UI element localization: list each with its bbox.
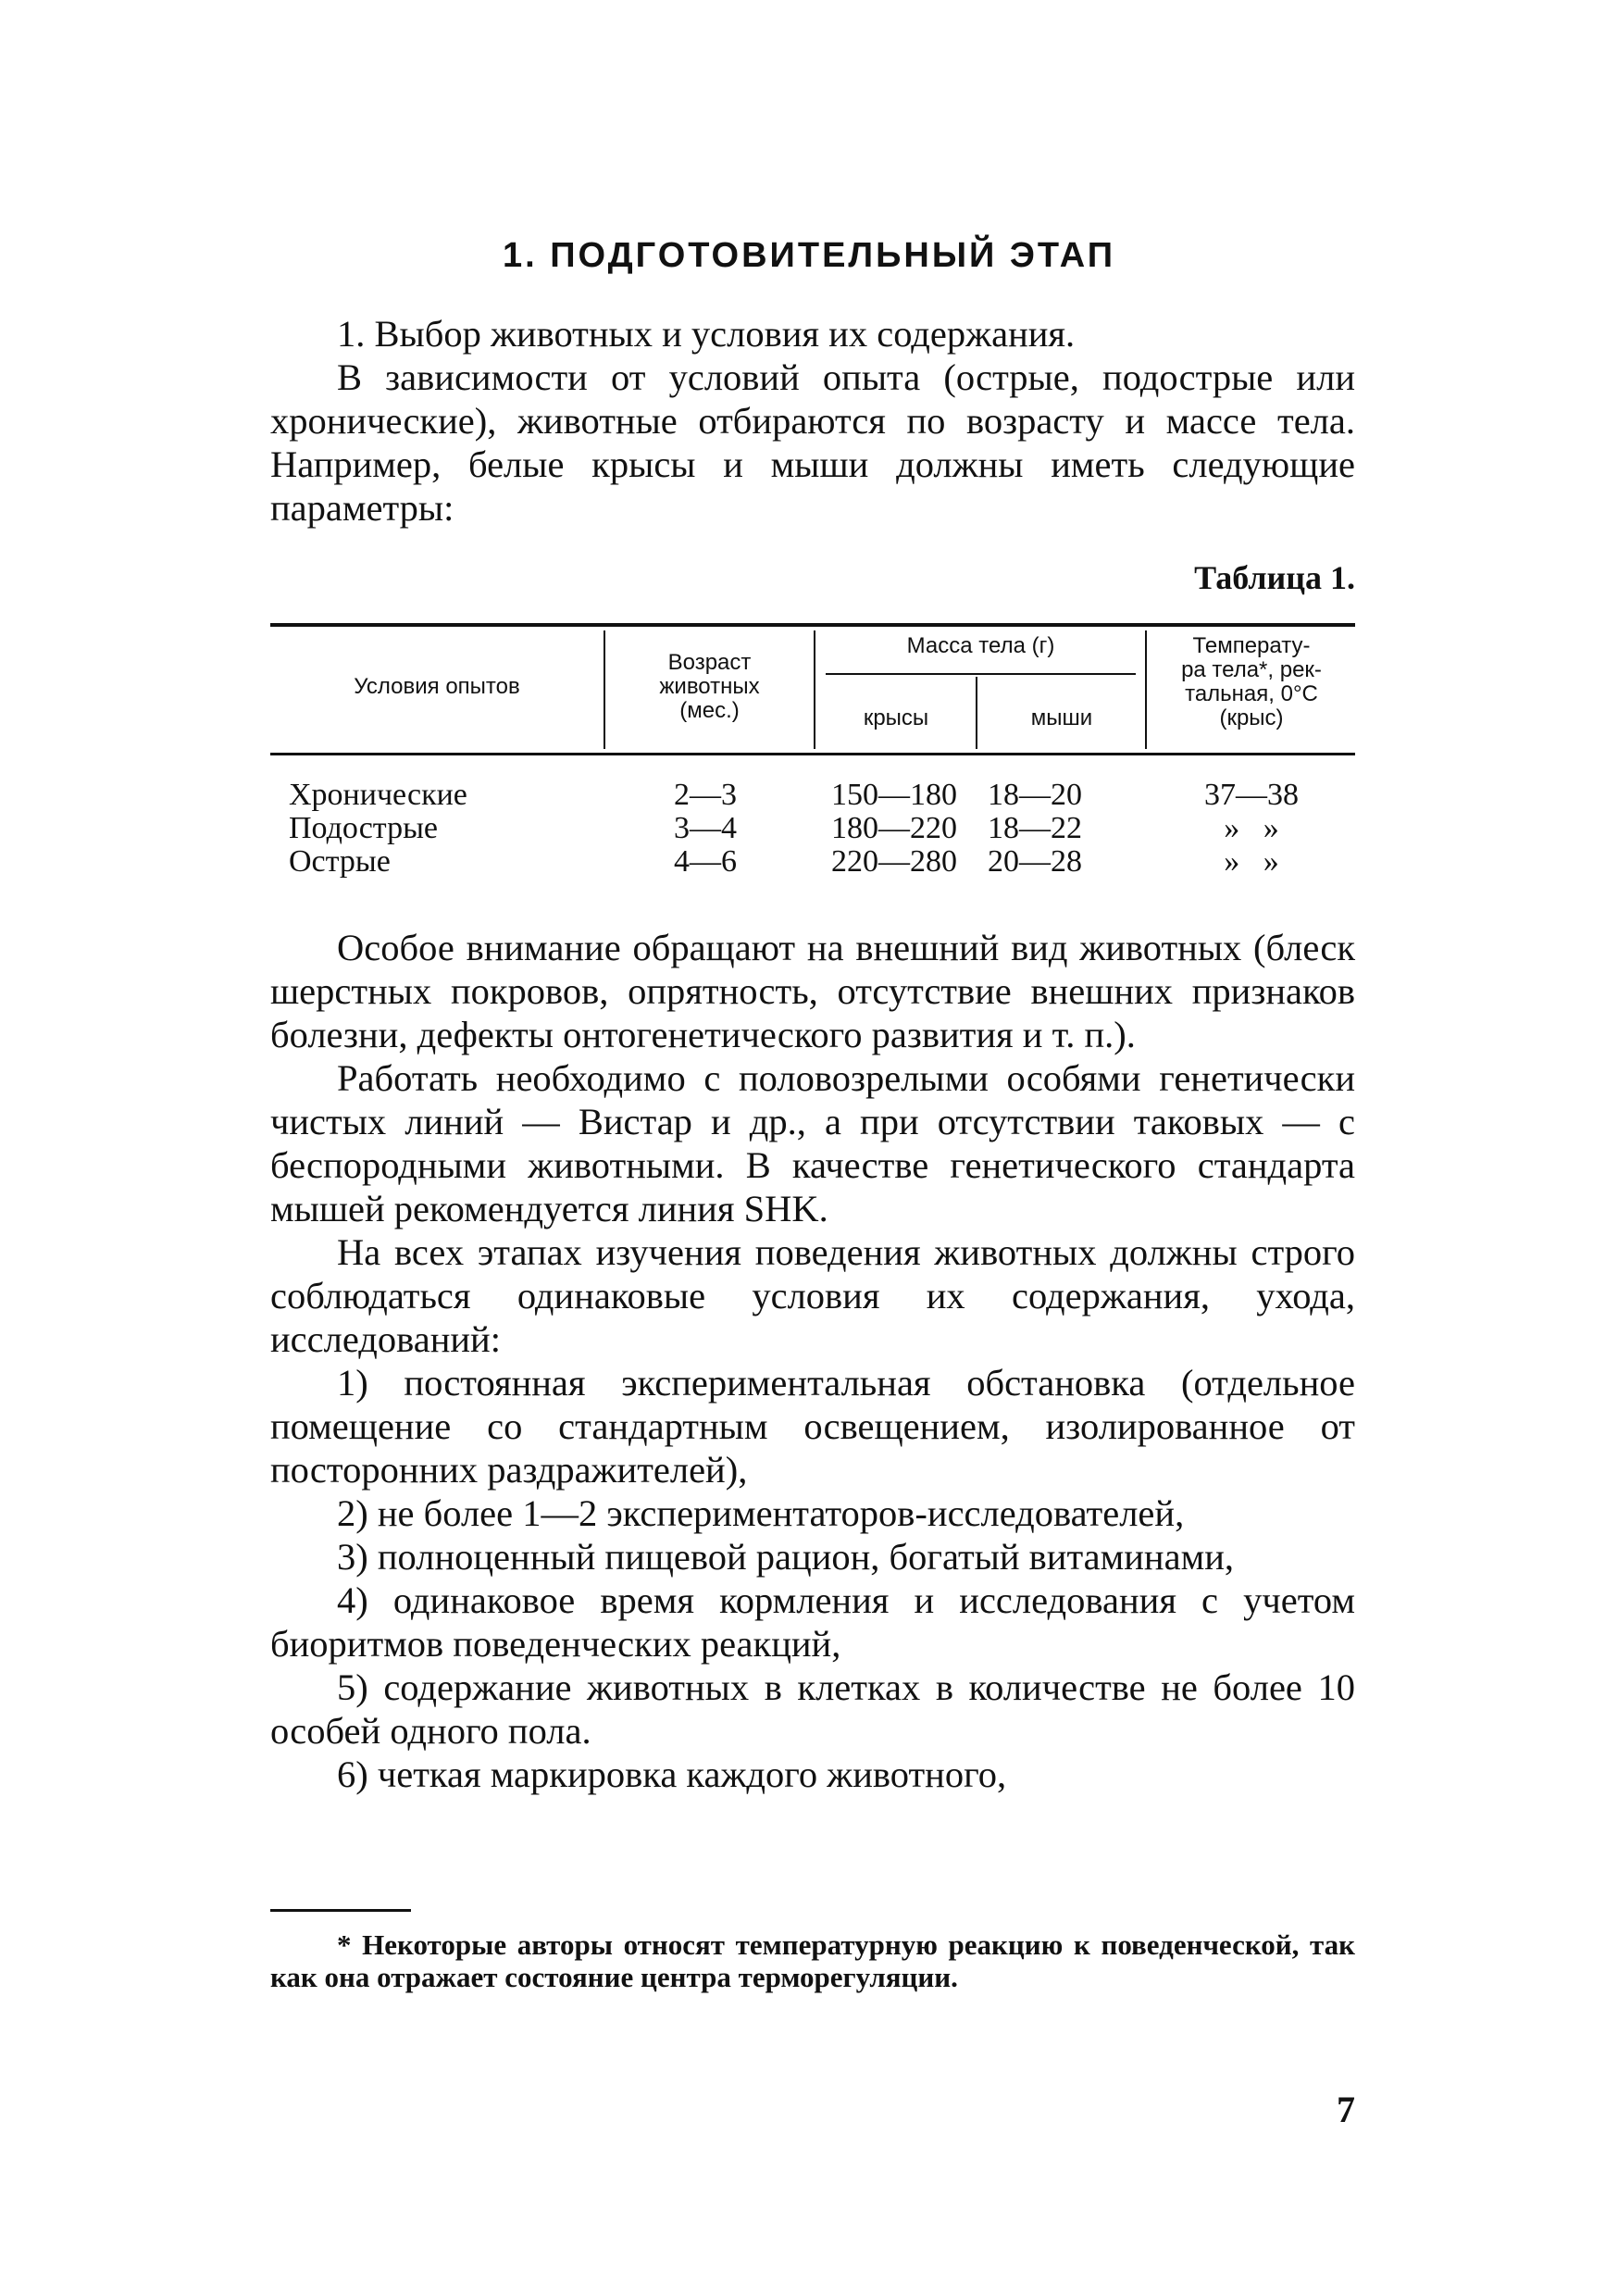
column-divider bbox=[976, 677, 977, 749]
column-divider bbox=[1145, 630, 1147, 749]
table-row-temp: » » bbox=[1224, 844, 1279, 879]
header-rats: крысы bbox=[863, 705, 929, 730]
section-heading: 1. ПОДГОТОВИТЕЛЬНЫЙ ЭТАП bbox=[502, 236, 1116, 275]
intro-text bbox=[270, 312, 1355, 530]
table-row-age: 3—4 bbox=[674, 811, 737, 845]
table-row-rats: 150—180 bbox=[831, 778, 957, 812]
table-row-rats: 180—220 bbox=[831, 811, 957, 845]
body-paragraph: Работать необходимо с половозрелыми особями генетически чистых линий — Вистар и др., а при отсутствии таковых — с беспородными животными. В качестве генетического стандарта мышей рекомендуется линия SHK. bbox=[270, 1057, 1355, 1229]
mass-subheader-rule bbox=[826, 673, 1136, 675]
list-item: 5) содержание животных в клетках в количестве не более 10 особей одного пола. bbox=[270, 1666, 1355, 1752]
body-text bbox=[270, 926, 1355, 1796]
table-row-temp: 37—38 bbox=[1204, 778, 1299, 812]
footnote-text: * Некоторые авторы относят температурную реакцию к поведенческой, так как она отражает состояние центра терморегуляции. bbox=[270, 1928, 1355, 1993]
table-header-rule bbox=[270, 753, 1355, 755]
table-row-temp: » » bbox=[1224, 811, 1279, 845]
body-paragraph: Особое внимание обращают на внешний вид животных (блеск шерстных покровов, опрятность, отсутствие внешних признаков болезни, дефекты онтогенетического развития и т. п.). bbox=[270, 927, 1355, 1055]
table-top-rule bbox=[270, 623, 1355, 627]
table-row-age: 4—6 bbox=[674, 844, 737, 879]
data-table bbox=[270, 623, 1355, 892]
column-divider bbox=[814, 630, 815, 749]
body-paragraph: На всех этапах изучения поведения животных должны строго соблюдаться одинаковые условия их содержания, ухода, исследований: bbox=[270, 1231, 1355, 1360]
footnote bbox=[270, 1928, 1355, 1993]
header-mass: Масса тела (г) bbox=[906, 633, 1055, 658]
header-temperature: Температу- ра тела*, рек- тальная, 0°С (крыс) bbox=[1181, 633, 1322, 730]
table-row-mice: 18—22 bbox=[988, 811, 1082, 845]
footnote-rule bbox=[270, 1909, 411, 1912]
table-row-condition: Хронические bbox=[289, 778, 467, 812]
table-row-condition: Острые bbox=[289, 844, 391, 879]
intro-paragraph-2: В зависимости от условий опыта (острые, подострые или хронические), животные отбираются по возрасту и массе тела. Например, белые крысы и мыши должны иметь следующие параметры: bbox=[270, 356, 1355, 529]
list-item: 4) одинаковое время кормления и исследования с учетом биоритмов поведенческих реакций, bbox=[270, 1579, 1355, 1665]
table-row-rats: 220—280 bbox=[831, 844, 957, 879]
header-mice: мыши bbox=[1030, 705, 1093, 730]
header-age: Возраст животных (мес.) bbox=[659, 650, 760, 723]
intro-paragraph-1: 1. Выбор животных и условия их содержания. bbox=[337, 313, 1076, 355]
table-row-mice: 18—20 bbox=[988, 778, 1082, 812]
table-caption: Таблица 1. bbox=[1194, 559, 1355, 596]
table-row-age: 2—3 bbox=[674, 778, 737, 812]
page-number: 7 bbox=[1337, 2089, 1355, 2130]
list-item: 3) полноценный пищевой рацион, богатый витаминами, bbox=[337, 1536, 1234, 1578]
table-row-condition: Подострые bbox=[289, 811, 439, 845]
table-row-mice: 20—28 bbox=[988, 844, 1082, 879]
header-conditions: Условия опытов bbox=[354, 674, 520, 699]
list-item: 6) четкая маркировка каждого животного, bbox=[337, 1753, 1007, 1795]
list-item: 2) не более 1—2 экспериментаторов-исследователей, bbox=[337, 1492, 1185, 1534]
list-item: 1) постоянная экспериментальная обстановка (отдельное помещение со стандартным освещением, изолированное от посторонних раздражителей), bbox=[270, 1362, 1355, 1491]
